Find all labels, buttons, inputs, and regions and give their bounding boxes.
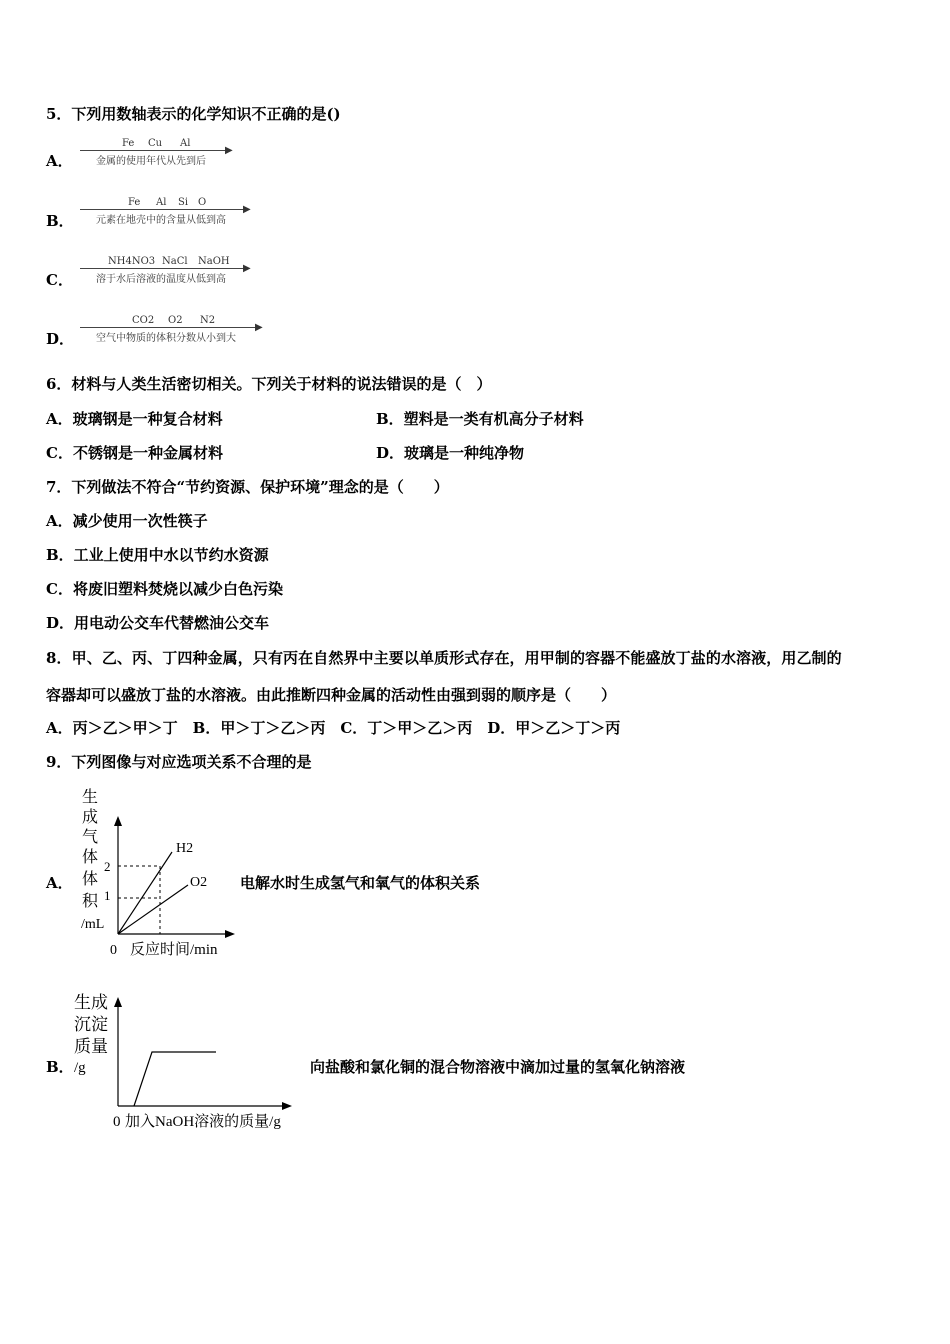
y-label-line: 质量 [74, 1037, 108, 1056]
arrow-right-icon: ▶ [225, 145, 233, 156]
question-7-stem: 7．下列做法不符合“节约资源、保护环境”理念的是（ ） [46, 478, 449, 496]
q7-option-d[interactable]: D．用电动公交车代替燃油公交车 [46, 614, 270, 632]
y-label-char: 生 [82, 789, 99, 806]
q9-option-a-label[interactable]: A． [46, 874, 73, 892]
y-tick-2: 2 [104, 859, 111, 874]
q6-option-c[interactable]: C．不锈钢是一种金属材料 [46, 444, 223, 462]
arrow-right-icon: ▶ [255, 322, 263, 333]
y-label-char: 体 [82, 849, 99, 866]
axis-element: Al [180, 138, 191, 149]
q9-option-b-label[interactable]: B． [46, 1058, 74, 1076]
y-axis-arrow-icon [114, 816, 122, 826]
y-axis-arrow-icon [114, 997, 122, 1007]
axis-element: Si [178, 197, 189, 208]
axis-line [80, 268, 246, 269]
axis-element: NaOH [198, 256, 230, 267]
axis-element: O2 [168, 315, 183, 326]
axis-element: NH4NO3 [108, 256, 156, 267]
y-label-line: 生成 [74, 993, 108, 1012]
axis-element: NaCl [162, 256, 188, 267]
axis-element: N2 [200, 315, 216, 326]
axis-caption: 溶于水后溶液的温度从低到高 [96, 274, 226, 285]
arrow-right-icon: ▶ [243, 263, 251, 274]
q8-options[interactable]: A．丙＞乙＞甲＞丁 B．甲＞丁＞乙＞丙 C．丁＞甲＞乙＞丙 D．甲＞乙＞丁＞丙 [46, 719, 621, 737]
series-precipitate-line [134, 1052, 216, 1106]
q5-option-d-label[interactable]: D． [46, 330, 75, 348]
q7-option-c[interactable]: C．将废旧塑料焚烧以减少白色污染 [46, 580, 283, 598]
q5-option-c-axis [80, 256, 260, 286]
question-9-stem: 9．下列图像与对应选项关系不合理的是 [46, 753, 312, 771]
y-unit: /g [74, 1060, 86, 1076]
y-label-line: 沉淀 [74, 1015, 108, 1034]
q7-option-a[interactable]: A．减少使用一次性筷子 [46, 512, 208, 530]
series-h2-line [118, 852, 172, 934]
axis-caption: 金属的使用年代从先到后 [96, 156, 206, 167]
x-axis-arrow-icon [282, 1102, 292, 1110]
q5-option-a-label[interactable]: A． [46, 152, 73, 170]
question-8-stem-line2: 容器却可以盛放丁盐的水溶液。由此推断四种金属的活动性由强到弱的顺序是（ ） [46, 686, 617, 704]
q6-option-b[interactable]: B．塑料是一类有机高分子材料 [376, 410, 584, 428]
q5-option-b-label[interactable]: B． [46, 212, 74, 230]
y-unit: /mL [81, 917, 105, 932]
q9-a-graph [76, 782, 236, 962]
q9-b-graph [70, 988, 310, 1136]
y-tick-1: 1 [104, 888, 111, 903]
y-label-char: 体 [82, 871, 99, 888]
axis-line [80, 327, 258, 328]
q5-option-b-axis [80, 197, 260, 227]
q6-option-a[interactable]: A．玻璃钢是一种复合材料 [46, 410, 223, 428]
q5-option-d-axis [80, 315, 270, 345]
axis-element: Fe [128, 197, 141, 208]
q5-option-a-axis [80, 138, 240, 168]
axis-element: Al [156, 197, 167, 208]
axis-line [80, 209, 246, 210]
q9-b-caption: 向盐酸和氯化铜的混合物溶液中滴加过量的氢氧化钠溶液 [310, 1058, 686, 1076]
question-8-stem-line1: 8．甲、乙、丙、丁四种金属，只有丙在自然界中主要以单质形式存在，用甲制的容器不能盛放丁盐的水溶液，用乙制的 [46, 649, 842, 667]
q5-option-c-label[interactable]: C． [46, 271, 73, 289]
y-label-char: 气 [82, 829, 99, 846]
series-label-o2: O2 [190, 875, 208, 890]
origin-label: 0 [113, 1114, 121, 1130]
axis-element: O [198, 197, 207, 208]
axis-caption: 元素在地壳中的含量从低到高 [96, 215, 226, 226]
q6-option-d[interactable]: D．玻璃是一种纯净物 [376, 444, 525, 462]
axis-element: Cu [148, 138, 163, 149]
origin-label: 0 [110, 943, 117, 958]
y-label-char: 成 [82, 809, 99, 826]
q7-option-b[interactable]: B．工业上使用中水以节约水资源 [46, 546, 269, 564]
axis-line [80, 150, 228, 151]
axis-element: CO2 [132, 315, 155, 326]
x-axis-label: 加入NaOH溶液的质量/g [125, 1114, 281, 1130]
arrow-right-icon: ▶ [243, 204, 251, 215]
series-label-h2: H2 [176, 841, 194, 856]
series-o2-line [118, 885, 188, 934]
q9-a-caption: 电解水时生成氢气和氧气的体积关系 [240, 874, 481, 892]
x-axis-label: 反应时间/min [130, 942, 218, 958]
question-6-stem: 6．材料与人类生活密切相关。下列关于材料的说法错误的是（ ） [46, 375, 492, 393]
question-5-stem: 5．下列用数轴表示的化学知识不正确的是() [46, 105, 341, 123]
axis-element: Fe [122, 138, 135, 149]
y-label-char: 积 [82, 893, 99, 910]
axis-caption: 空气中物质的体积分数从小到大 [96, 333, 236, 344]
x-axis-arrow-icon [225, 930, 235, 938]
